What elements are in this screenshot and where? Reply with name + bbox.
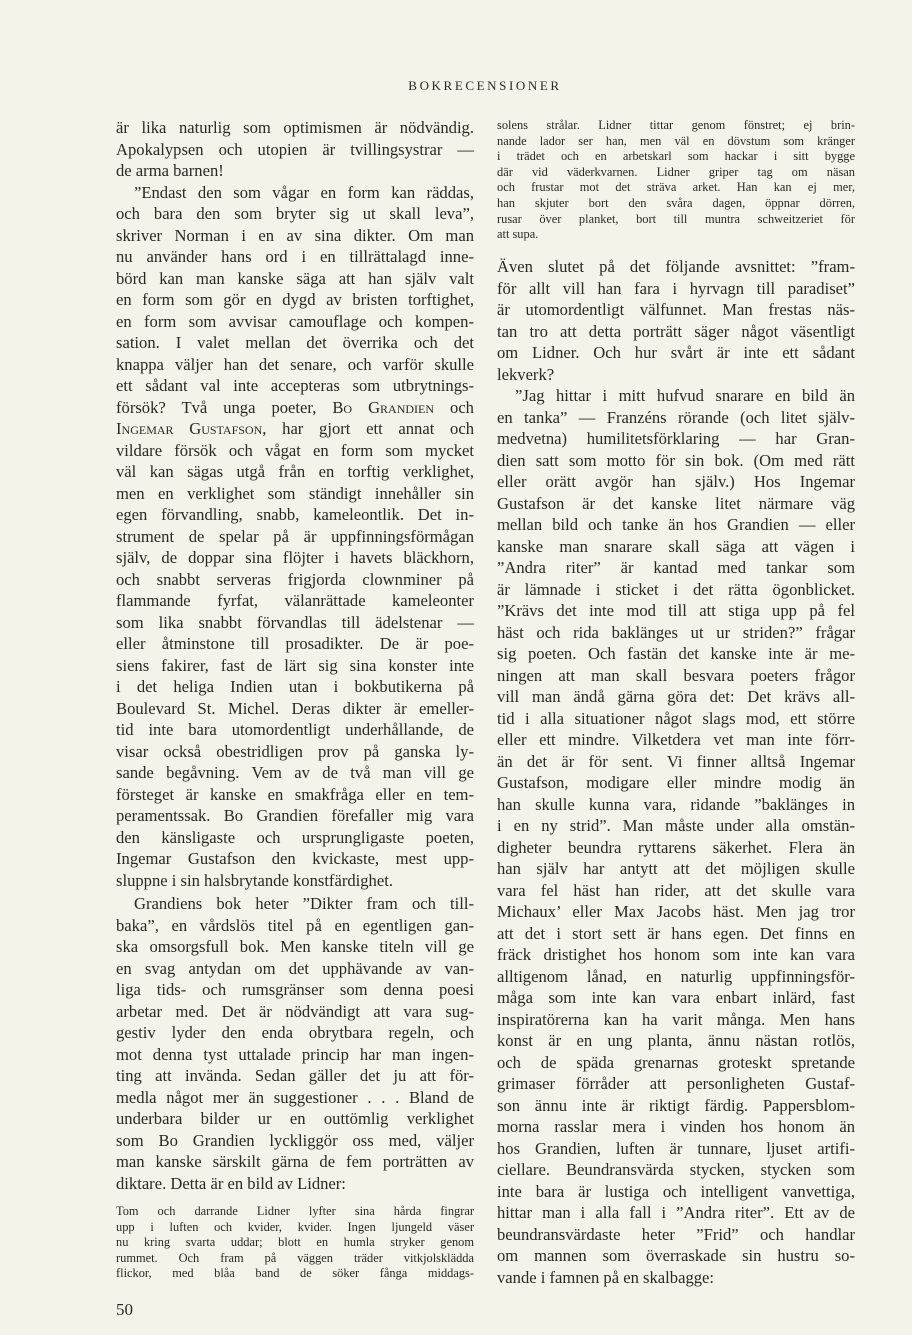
text-line: tid inte bara utomordentligt underhållande, de (116, 720, 474, 739)
text-line: är lika naturlig som optimismen är nödvändig. (116, 118, 474, 137)
text-line: Tom och darrande Lidner lyfter sina hårda fingrar (116, 1204, 474, 1218)
text-line: om mannen som överraskade sin hustru so- (497, 1246, 855, 1265)
text-line: sande begåvning. Vem av de två man vill ge (116, 763, 474, 782)
text-line: skriver Norman i en av sina dikter. Om man (116, 225, 474, 245)
text-line: ciellare. Beundransvärda stycken, stycken som (497, 1160, 855, 1179)
text-line: vill man ändå gärna göra det: Det krävs all- (497, 687, 855, 706)
text-line: ”Andra riter” är kantad med tankar som (497, 558, 855, 577)
text-line: sluppne i sin halsbrytande konstfärdighet. (116, 870, 393, 890)
text-line: häst och rida baklänges ut ur striden?” frågar (497, 622, 855, 642)
text-line: för allt vill han fara i hyrvagn till paradiset” (497, 278, 855, 298)
text-line: inte bara är lustiga och intelligent vanvettiga, (497, 1181, 855, 1201)
text-line: lekverk? (497, 364, 555, 384)
text-line: visar också obestridligen prov på ganska ly- (116, 741, 474, 761)
text-line: hittar man i alla fall i ”Andra riter”. Ett av de (497, 1203, 855, 1222)
page-number: 50 (116, 1300, 133, 1319)
text-line: eller orätt avgör han själv.) Hos Ingemar (497, 472, 855, 491)
text-line: dien satt som motto för sin bok. (Om med rätt (497, 450, 855, 470)
text-line: börd kan man kanske säga att han själv valt (116, 268, 474, 288)
text-line: beundransvärdaste heter ”Frid” och handlar (497, 1224, 855, 1244)
text-line: Michaux’ eller Max Jacobs häst. Men jag tror (497, 902, 855, 921)
text-line: och de späda grenarnas groteskt spretande (497, 1052, 855, 1072)
text-line: måga som inte kan vara enbart inlärd, fast (497, 988, 855, 1007)
text-line: ska omsorgsfull bok. Men kanske titeln vill ge (116, 937, 474, 956)
text-line (116, 418, 474, 440)
text-line: sation. I valet mellan det överrika och det (116, 333, 474, 352)
text-line: försteget är kanske en smakfråga eller en tem- (116, 784, 474, 804)
text-line: mot denna tyst uttalade princip har man ingen- (116, 1044, 474, 1064)
text-line: en svag antydan om det upphävande av van- (116, 958, 474, 978)
text-line: Ingemar Gustafson den kvickaste, mest upp- (116, 849, 474, 868)
text-line: nu kring svarta uddar; blott en humla stryker genom (116, 1235, 474, 1250)
text-line: i det heliga Indien utan i bokbutikerna på (116, 677, 474, 696)
text-line: inspiratörerna kan ha varit många. Men hans (497, 1009, 855, 1029)
text-line: solens strålar. Lidner tittar genom fönstret; ej brin- (497, 118, 855, 132)
text-line: underbara bilder ur en outtömlig verklighet (116, 1109, 474, 1128)
text-line: som lika snabbt förvandlas till ädelstenar — (116, 612, 474, 632)
text-line: peramentssak. Bo Grandien förefaller mig vara (116, 806, 474, 825)
text-line: Gustafson är det kanske litet närmare väg (497, 493, 855, 513)
text-line: konst är en ung planta, ännu nästan rotlös, (497, 1031, 855, 1050)
text-line: ett sådant val inte accepteras som utbrytnings- (116, 376, 474, 395)
text-line: fräck dristighet hos honom som inte kan vara (497, 945, 855, 964)
text-line: sig poeten. Och fastän det kanske inte är me- (497, 644, 855, 663)
text-line: mellan bild och tanke än hos Grandien — eller (497, 515, 855, 534)
text-line: Grandiens bok heter ”Dikter fram och till- (134, 894, 474, 913)
text-line: de arma barnen! (116, 161, 224, 180)
text-line: liga tids- och rumsgränser som denna poesi (116, 980, 474, 999)
text-line: själv, de doppar sina flöjter i havets bläckhorn, (116, 548, 474, 567)
text-line: där vid väderkvarnen. Lidner griper tag om näsan (497, 164, 855, 179)
text-line: än det är för sent. Vi finner alltså Ingemar (497, 751, 855, 771)
text-line: strument de spelar på är uppfinningsförmågan (116, 526, 474, 546)
text-line: diktare. Detta är en bild av Lidner: (116, 1173, 346, 1193)
text-line: Apokalypsen och utopien är tvillingsystrar — (116, 139, 474, 159)
text-line: och frustar mot det sträva arket. Han kan ej mer, (497, 180, 855, 195)
text-line: den känsligaste och ursprungligaste poeten, (116, 827, 474, 847)
text-line: knappa väljer han det senare, och varför skulle (116, 354, 474, 374)
text-line: Även slutet på det följande avsnittet: ”fram- (497, 257, 855, 276)
text-line: grimaser förråder att personligheten Gustaf- (497, 1074, 855, 1093)
text-line: man kanske särskilt gärna de fem porträtten av (116, 1152, 474, 1171)
text-line: morna rasslar mera i vinden hos honom än (497, 1117, 855, 1136)
text-line: han skjuter bort den svåra dagen, öppnar dörren, (497, 196, 855, 210)
text-line: ”Endast den som vågar en form kan räddas, (134, 182, 474, 202)
text-line: väl kan sägas utgå från en torftig verklighet, (116, 462, 474, 481)
text-line: att det i stort sett är hans egen. Det finns en (497, 923, 855, 943)
text-line: är lämnade i sticket i det rätta ögonblicket. (497, 579, 855, 599)
text-line: ”Jag hittar i mitt hufvud snarare en bild än (515, 386, 855, 405)
text-line: rummet. Och fram på väggen träder vitkjolsklädda (116, 1250, 474, 1265)
author-name: Bo Grandien (332, 397, 435, 417)
text-line: vara fel häst han rider, att det skulle vara (497, 880, 855, 900)
text-line (116, 397, 474, 419)
text-segment: , har gjort ett annat och (262, 419, 474, 438)
text-line: är utomordentligt välfunnet. Man frestas näs- (497, 300, 855, 319)
text-line: nu använder hans ord i en tillrättalagd inne- (116, 247, 474, 266)
text-segment: och (434, 397, 474, 417)
text-line: och snabbt serveras frigjorda clownminer på (116, 569, 474, 589)
text-line: Gustafson, modigare eller mindre modig än (497, 773, 855, 792)
text-line: en form som avvisar camouflage och kompen- (116, 311, 474, 331)
text-line: gestiv lyder den enda obrytbara regeln, och (116, 1023, 474, 1042)
text-line: Boulevard St. Michel. Deras dikter är emeller- (116, 698, 474, 718)
text-line: kanske man snarare skall säga att vägen i (497, 536, 855, 556)
text-line: ”Krävs det inte mod till att stiga upp på fel (497, 601, 855, 620)
text-line: digheter beundra ryttarens säkerhet. Flera än (497, 837, 855, 857)
text-line: egen förvandling, snabb, kameleontlik. Det in- (116, 505, 474, 524)
text-segment: försök? Två unga poeter, (116, 397, 333, 417)
text-line: och bara den som bryter sig ut skall leva”, (116, 204, 474, 223)
text-line: ting att invända. Sedan gäller det ju att för- (116, 1066, 474, 1085)
text-line: han själv har antytt att det möjligen skulle (497, 859, 855, 878)
text-line: arbetar med. Det är nödvändigt att vara sug- (116, 1001, 474, 1021)
text-line: medla något mer än suggestioner . . . Bland de (116, 1087, 474, 1107)
text-line: en tanka” — Franzéns rörande (och litet själv- (497, 407, 855, 427)
text-line: men en verklighet som ständigt innehåller sin (116, 483, 474, 503)
text-line: siens fakirer, fast de lärt sig sina konster inte (116, 655, 474, 675)
text-line: baka”, en vårdslös titel på en egentligen gan- (116, 915, 474, 935)
text-line: medvetna) humilitetsförklaring — har Gran- (497, 429, 855, 448)
text-line: vildare försök och vågat en form som mycket (116, 440, 474, 460)
author-name: Ingemar Gustafson (116, 419, 263, 438)
text-line: han skulle kunna vara, ridande ”baklänges in (497, 794, 855, 814)
text-line: son ännu inte är riktigt färdig. Pappersblom- (497, 1095, 855, 1115)
text-line: tid i alla situationer något slags mod, ett större (497, 708, 855, 728)
text-line: eller åtminstone till prosadikter. De är poe- (116, 634, 474, 653)
text-line: eller ett mindre. Vilketdera vet man inte förr- (497, 730, 855, 749)
text-line: i en ny strid”. Man måste under alla omstän- (497, 816, 855, 835)
text-line: som Bo Grandien lyckliggör oss med, väljer (116, 1130, 474, 1150)
text-line: flickor, med blåa band de söker fånga middags- (116, 1266, 474, 1281)
text-line: i trädet och en arbetskarl som hackar i sitt bygge (497, 149, 855, 164)
text-line: en form som gör en dygd av bristen torftighet, (116, 290, 474, 309)
text-line: vande i famnen på en skalbagge: (497, 1267, 715, 1287)
running-header: BOKRECENSIONER (408, 78, 562, 93)
text-line: flammande fyrfat, välanrättade kameleonter (116, 591, 474, 610)
text-line: nande lador ser han, men väl en dövstum som kränger (497, 133, 855, 148)
text-line: ningen att man skall besvara poeters frågor (497, 665, 855, 685)
text-line: om Lidner. Och hur svårt är inte ett sådant (497, 343, 855, 362)
text-line: hos Grandien, luften är tunnare, ljuset artifi- (497, 1138, 855, 1158)
text-line: alltigenom lånad, en naturlig uppfinningsför- (497, 966, 855, 986)
text-line: rusar över planket, bort till muntra schweitzeriet för (497, 211, 855, 226)
text-line: upp i luften och kvider, kvider. Ingen ljungeld väser (116, 1219, 474, 1234)
text-line: att supa. (497, 227, 539, 242)
text-line: tan tro att detta porträtt säger något väsentligt (497, 321, 855, 341)
